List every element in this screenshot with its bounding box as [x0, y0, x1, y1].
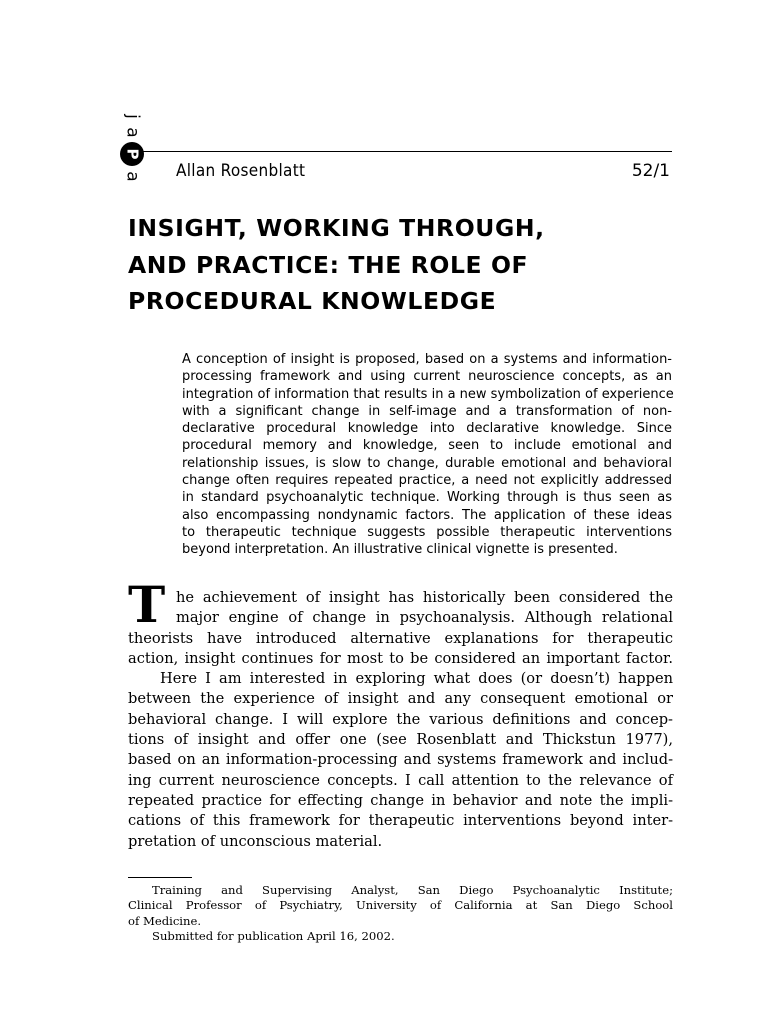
- abstract-line: beyond interpretation. An illustrative clinical vignette is presented.: [182, 542, 618, 558]
- footnote: [128, 883, 673, 944]
- body-line: he achievement of insight has historically been considered the: [176, 589, 673, 606]
- abstract-line: processing framework and using current neuroscience concepts, as an: [182, 369, 672, 385]
- footnote-line: Training and Supervising Analyst, San Diego Psychoanalytic Institute;: [152, 883, 673, 897]
- abstract-line: to therapeutic technique suggests possible therapeutic interventions: [182, 524, 672, 540]
- footnote-line: Clinical Professor of Psychiatry, University of California at San Diego School: [128, 898, 673, 913]
- logo-letter-a: a: [122, 127, 143, 138]
- abstract-line: relationship issues, is slow to change, durable emotional and behavioral: [182, 455, 672, 471]
- body-line: behavioral change. I will explore the various definitions and concep-: [128, 710, 673, 728]
- footnote-line: of Medicine.: [128, 913, 202, 928]
- journal-logo: [116, 108, 148, 188]
- body-line: between the experience of insight and any consequent emotional or: [128, 690, 673, 708]
- body-line: Here I am interested in exploring what does (or doesn’t) happen: [160, 670, 673, 688]
- abstract-line: procedural memory and knowledge, seen to include emotional and: [182, 438, 672, 454]
- body-line: based on an information-processing and systems framework and includ-: [128, 751, 673, 769]
- abstract-line: declarative procedural knowledge into declarative knowledge. Since: [182, 421, 672, 437]
- abstract-line: also encompassing nondynamic factors. The application of these ideas: [182, 507, 672, 523]
- body-line: major engine of change in psychoanalysis. Although relational: [176, 609, 673, 627]
- body-line: tions of insight and offer one (see Rosenblatt and Thickstun 1977),: [128, 731, 673, 749]
- drop-cap: T: [128, 575, 166, 634]
- title-line: INSIGHT, WORKING THROUGH,: [128, 214, 545, 242]
- logo-letter-j: j: [122, 114, 143, 119]
- abstract-line: with a significant change in self-image and a transformation of non-: [182, 403, 672, 419]
- abstract-line: change often requires repeated practice, a need not explicitly addressed: [182, 473, 672, 489]
- abstract-line: in standard psychoanalytic technique. Working through is thus seen as: [182, 490, 672, 506]
- title-line: PROCEDURAL KNOWLEDGE: [128, 287, 497, 315]
- header-rule: [140, 151, 672, 152]
- body-text: [128, 588, 673, 852]
- body-line: action, insight continues for most to be considered an important factor.: [128, 649, 673, 667]
- abstract: [182, 351, 672, 559]
- logo-letter-a2: a: [122, 171, 143, 182]
- body-line: pretation of unconscious material.: [128, 832, 383, 850]
- footnote-rule: [128, 877, 192, 878]
- title-line: AND PRACTICE: THE ROLE OF: [128, 250, 529, 279]
- body-line: cations of this framework for therapeutic interventions beyond inter-: [128, 812, 673, 830]
- logo-circle-p: P: [120, 142, 144, 166]
- abstract-line: integration of information that results in a new symbolization of experience: [182, 386, 674, 402]
- footnote-line: Submitted for publication April 16, 2002.: [152, 928, 395, 943]
- running-head-issue: 52/1: [631, 161, 670, 181]
- body-line: theorists have introduced alternative explanations for therapeutic: [128, 629, 673, 647]
- body-line: repeated practice for effecting change in behavior and note the impli-: [128, 791, 673, 809]
- article-title: [128, 210, 688, 320]
- running-head-author: Allan Rosenblatt: [176, 161, 306, 181]
- abstract-line: A conception of insight is proposed, based on a systems and information-: [182, 352, 672, 367]
- body-line: ing current neuroscience concepts. I call attention to the relevance of: [128, 771, 673, 789]
